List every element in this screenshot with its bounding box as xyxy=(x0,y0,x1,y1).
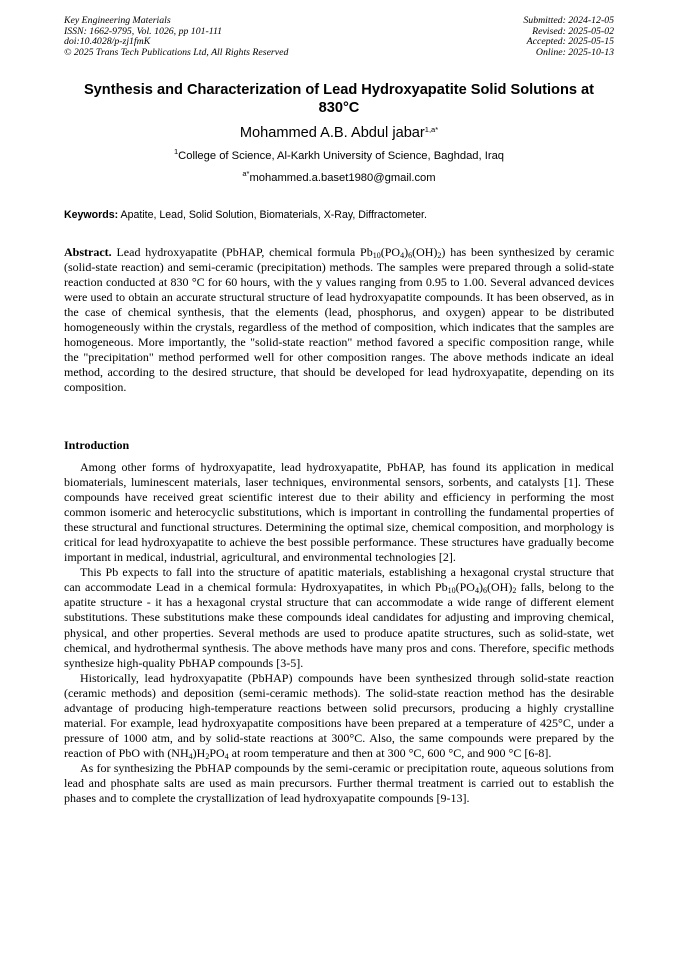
journal-header-right xyxy=(523,16,614,58)
journal-header-left xyxy=(64,16,288,58)
formula-sub: 6 xyxy=(408,251,413,260)
abstract-label: Abstract. xyxy=(64,245,112,259)
formula-sub: 10 xyxy=(447,586,456,596)
affiliation-text: College of Science, Al-Karkh University of Science, Baghdad, Iraq xyxy=(178,150,505,162)
section-title-introduction: Introduction xyxy=(64,438,130,452)
intro-paragraph-4: As for synthesizing the PbHAP compounds by the semi-ceramic or precipitation route, aqueous solutions from lead and phosphate salts are used as main precursors. Further thermal treatment is carried out to establish the phases and to complete the crystallization of lead hydroxyapatite compounds [9-13]. xyxy=(64,760,614,806)
keywords xyxy=(64,209,614,221)
intro-paragraph-2 xyxy=(64,565,614,670)
accepted-date: Accepted: 2025-05-15 xyxy=(526,36,614,48)
formula-part: )H xyxy=(192,745,206,760)
affiliation-mark: 1 xyxy=(173,147,179,156)
formula-sub: 6 xyxy=(482,586,487,596)
author-line xyxy=(64,125,614,141)
formula-sub: 4 xyxy=(400,251,405,260)
formula-part: ) xyxy=(441,245,446,259)
email-address[interactable]: mohammed.a.baset1980@gmail.com xyxy=(249,172,436,184)
paragraph-text: Historically, lead hydroxyapatite (PbHAP) compounds have been synthesized through solid-state reaction (ceramic methods) and deposition (semi-ceramic methods). The solid-state reaction method has the desirable advantage of producing high-temperature reactions between solid precursors, producing a highly crystalline material. For example, lead hydroxyapatite compositions have been prepared at a temperature of 425°C, under a pressure of 1000 atm, and by solid-state reactions at 300°C. Also, the same compounds were prepared by the reaction of PbO with (NH xyxy=(64,670,614,760)
intro-paragraph-3 xyxy=(64,671,614,761)
keywords-label: Keywords: xyxy=(64,209,119,221)
paper-title: Synthesis and Characterization of Lead Hydroxyapatite Solid Solutions at 830°C xyxy=(83,82,595,116)
abstract xyxy=(64,245,614,395)
formula-sub: 4 xyxy=(224,751,229,761)
author-affiliation-mark: 1,a* xyxy=(424,125,439,134)
paragraph-text: at room temperature and then at 300 °C, 600 °C, and 900 °C [6-8]. xyxy=(231,745,552,760)
email-mark: a* xyxy=(242,169,250,178)
online-date: Online: 2025-10-13 xyxy=(535,46,614,58)
abstract-text-rest: has been synthesized by ceramic (solid-state reaction) and semi-ceramic (precipitation) methods. The samples were prepared through a solid-state reaction conducted at 830 °C for 60 hours, with the y values ranging from 0.95 to 1.00. Several advanced devices were used to obtain an accurate structural structure of lead hydroxyapatite compounds. It has been observed, as in the case of chemical synthesis, that the elements (lead, phosphorus, and oxygen) appear to be distributed homogeneously within the crystals, regardless of the method of composition, which indicates that the samples are homogeneous. More importantly, the "solid-state reaction" method favored a specific composition range, while the "precipitation" method performed well for other composition ranges. The above methods indicate an ideal method, according to the desired structure, that should be developed for lead hydroxyapatite, depending on its composition. xyxy=(64,245,615,395)
intro-paragraph-1: Among other forms of hydroxyapatite, lead hydroxyapatite, PbHAP, has found its application in medical biomaterials, luminescent materials, laser techniques, environmental sensors, sorbents, and catalysts [1]. These compounds have received great scientific interest due to their ability and efficiency in performing the most common isomeric and heterocyclic substitutions, which is important in controlling the fundamental properties of these structural and functional structures. Determining the optimal size, chemical composition, and morphology is critical for lead hydroxyapatite to achieve the best possible performance. These structures have gradually become important in medical, industrial, agricultural, and environmental technologies [2]. xyxy=(64,460,614,565)
formula-sub: 4 xyxy=(474,586,479,596)
submitted-date: Submitted: 2024-12-05 xyxy=(523,15,614,26)
formula-part: (OH) xyxy=(412,245,438,259)
email-line xyxy=(64,169,614,184)
formula-sub: 2 xyxy=(437,251,442,260)
formula-part: (OH) xyxy=(486,580,513,595)
author-name: Mohammed A.B. Abdul jabar xyxy=(239,125,425,141)
paragraph-text: This Pb expects to fall into the structure of apatitic materials, establishing a hexagonal crystal structure that can accommodate Lead in a chemical formula: Hydroxyapatites, in which xyxy=(64,565,614,595)
revised-date: Revised: 2025-05-02 xyxy=(532,25,614,37)
abstract-text-start: Lead hydroxyapatite (PbHAP, chemical formula Pb xyxy=(116,245,373,259)
copyright: © 2025 Trans Tech Publications Ltd, All Rights Reserved xyxy=(64,46,289,58)
formula-part: PO xyxy=(209,745,225,760)
formula-part: ) xyxy=(478,580,483,595)
formula-sub: 2 xyxy=(512,586,517,596)
formula-part: Pb xyxy=(434,580,448,595)
formula-sub: 10 xyxy=(372,251,381,260)
formula-part: (PO xyxy=(380,245,401,259)
formula-sub: 4 xyxy=(188,751,193,761)
formula-part: (PO xyxy=(455,580,475,595)
journal-name: Key Engineering Materials xyxy=(64,15,171,26)
introduction-body xyxy=(64,460,614,806)
issn-volume: ISSN: 1662-9795, Vol. 1026, pp 101-111 xyxy=(64,25,223,37)
paragraph-text: falls, belong to the apatite structure - it has a hexagonal crystal structure that can accommodate a wide range of different element substitutions. These substitutions make these compounds ideal candidates for adjusting and improving chemical, physical, and other properties. Several methods are used to produce apatite structures, such as solid-state, wet chemical, and hydrothermal synthesis. The above methods have many pros and cons. Therefore, specific methods synthesize high-quality PbHAP compounds [3-5]. xyxy=(64,580,614,670)
formula-sub: 2 xyxy=(205,751,210,761)
keywords-text: Apatite, Lead, Solid Solution, Biomaterials, X-Ray, Diffractometer. xyxy=(120,209,427,221)
formula-part: ) xyxy=(404,245,409,259)
affiliation xyxy=(64,147,614,162)
doi[interactable]: doi:10.4028/p-zj1fmK xyxy=(64,36,151,48)
